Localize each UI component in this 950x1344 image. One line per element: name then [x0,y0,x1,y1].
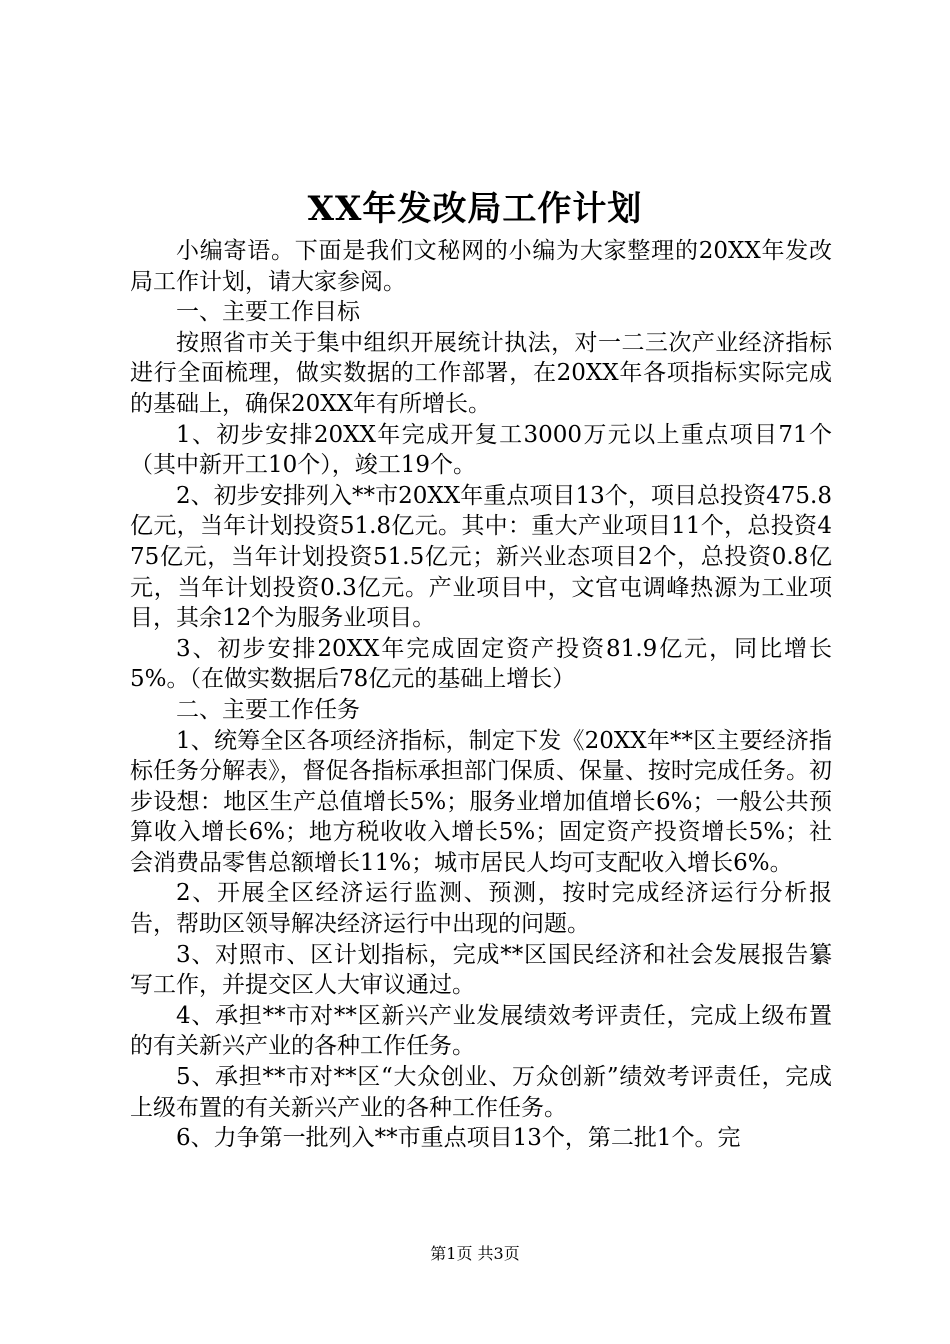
goal-item-3: 3、初步安排20XX年完成固定资产投资81.9亿元，同比增长5%。（在做实数据后78亿元的基础上增长） [130,635,832,693]
section-heading-tasks: 二、主要工作任务 [176,696,360,723]
task-item-3: 3、对照市、区计划指标，完成**区国民经济和社会发展报告纂写工作，并提交区人大审议通过。 [130,941,832,999]
task-item-6: 6、力争第一批列入**市重点项目13个，第二批1个。完 [176,1125,741,1152]
intro-paragraph: 小编寄语。下面是我们文秘网的小编为大家整理的20XX年发改局工作计划，请大家参阅。 [130,238,832,295]
document-body [130,236,832,1154]
section-heading-goals: 一、主要工作目标 [176,299,360,326]
task-item-1: 1、统筹全区各项经济指标，制定下发《20XX年**区主要经济指标任务分解表》，督促各指标承担部门保质、保量、按时完成任务。初步设想：地区生产总值增长5%；服务业增加值增长6%；一般公共预算收入增长6%；地方税收收入增长5%；固定资产投资增长5%；社会消费品零售总额增长11%；城市居民人均可支配收入增长6%。 [130,727,832,876]
page-footer: 第1页 共3页 [430,1244,520,1263]
task-item-2: 2、开展全区经济运行监测、预测，按时完成经济运行分析报告，帮助区领导解决经济运行中出现的问题。 [130,880,832,938]
goals-paragraph: 按照省市关于集中组织开展统计执法，对一二三次产业经济指标进行全面梳理，做实数据的工作部署，在20XX年各项指标实际完成的基础上，确保20XX年有所增长。 [130,329,832,417]
task-item-5: 5、承担**市对**区“大众创业、万众创新”绩效考评责任，完成上级布置的有关新兴产业的各种工作任务。 [130,1064,832,1121]
document-title: XX年发改局工作计划 [307,189,643,229]
goal-item-1: 1、初步安排20XX年完成开复工3000万元以上重点项目71个（其中新开工10个），竣工19个。 [130,421,832,479]
task-item-4: 4、承担**市对**区新兴产业发展绩效考评责任，完成上级布置的有关新兴产业的各种工作任务。 [130,1002,832,1060]
goal-item-2: 2、初步安排列入**市20XX年重点项目13个，项目总投资475.8亿元，当年计划投资51.8亿元。其中：重大产业项目11个，总投资475亿元，当年计划投资51.5亿元；新兴业态项目2个，总投资0.8亿元，当年计划投资0.3亿元。产业项目中，文官屯调峰热源为工业项目，其余12个为服务业项目。 [130,482,832,632]
